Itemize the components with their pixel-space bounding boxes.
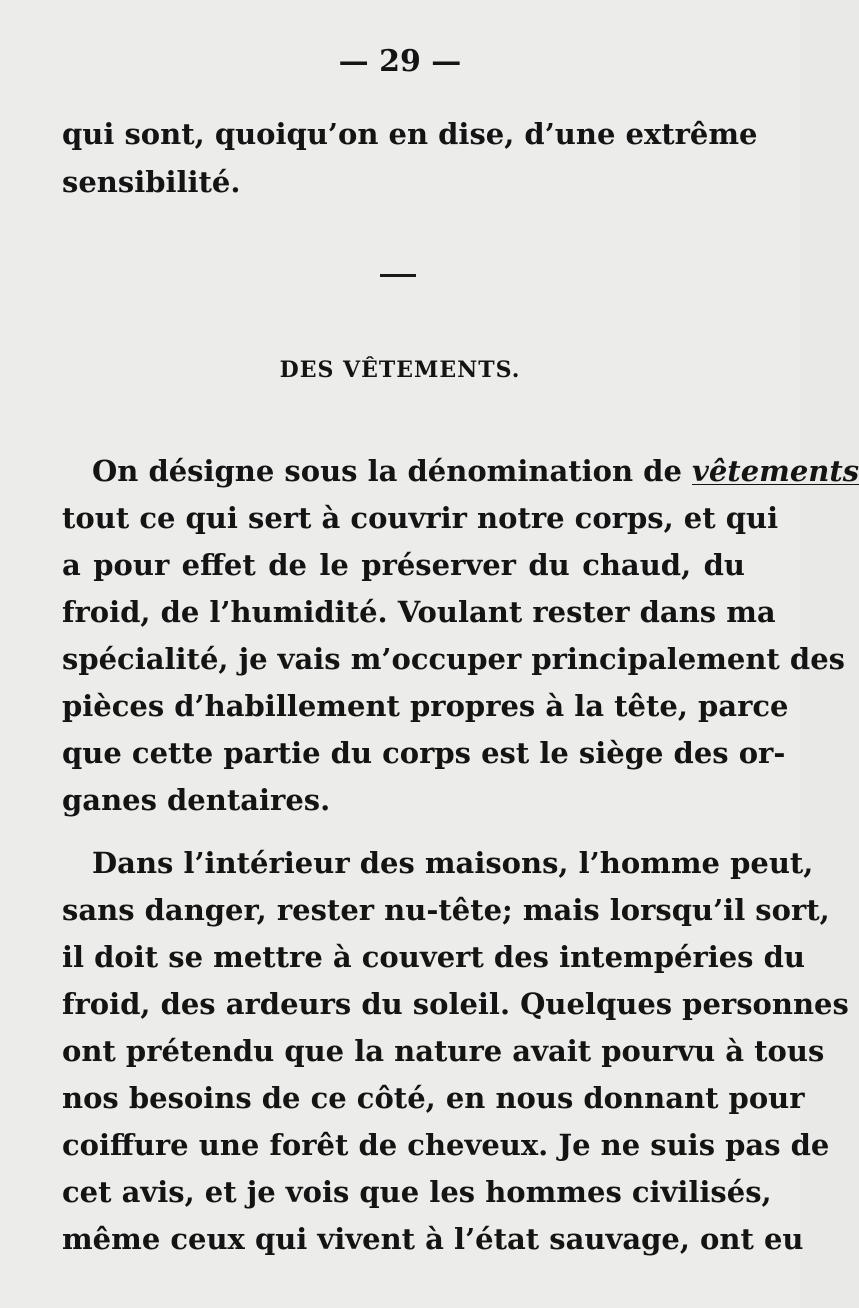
text-segment: On désigne sous la dénomination de [92, 454, 692, 488]
text-line: il doit se mettre à couvert des intempéries du [62, 940, 805, 974]
text-line: nos besoins de ce côté, en nous donnant pour [62, 1081, 805, 1115]
text-line: que cette partie du corps est le siège des or- [62, 736, 786, 770]
section-separator [380, 274, 416, 277]
text-line: qui sont, quoiqu’on en dise, d’une extrême [62, 117, 758, 151]
text-line: a pour effet de le préserver du chaud, du [62, 548, 745, 582]
text-line: cet avis, et je vois que les hommes civilisés, [62, 1175, 772, 1209]
text-line: froid, des ardeurs du soleil. Quelques personnes [62, 987, 849, 1021]
text-line: Dans l’intérieur des maisons, l’homme peut, [92, 846, 814, 880]
text-line: pièces d’habillement propres à la tête, parce [62, 689, 789, 723]
text-line: coiffure une forêt de cheveux. Je ne suis pas de [62, 1128, 830, 1162]
text-line: même ceux qui vivent à l’état sauvage, ont eu [62, 1222, 804, 1256]
text-line: froid, de l’humidité. Voulant rester dans ma [62, 595, 776, 629]
text-line [92, 451, 859, 491]
page-number: — 29 — [338, 44, 462, 79]
text-line: tout ce qui sert à couvrir notre corps, et qui [62, 501, 779, 535]
text-line: ont prétendu que la nature avait pourvu à tous [62, 1034, 825, 1068]
emphasized-word: vêtements [692, 454, 859, 488]
text-line: ganes dentaires. [62, 783, 331, 817]
text-line: sans danger, rester nu-tête; mais lorsqu’il sort, [62, 893, 830, 927]
section-heading: DES VÊTEMENTS. [279, 357, 521, 383]
text-line: spécialité, je vais m’occuper principalement des [62, 642, 845, 676]
text-line: sensibilité. [62, 165, 241, 199]
